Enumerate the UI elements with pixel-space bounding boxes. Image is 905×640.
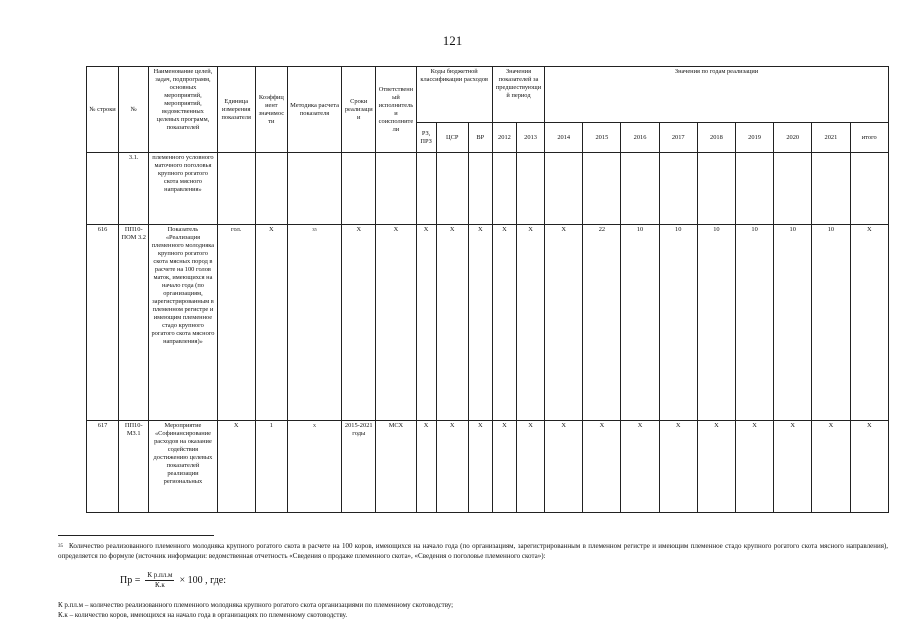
name-cell: Мероприятие «Софинансирование расходов на оказание содействия достижению целевых показателей реализации региональных — [149, 421, 217, 513]
table-body — [87, 153, 889, 513]
unit-cell — [217, 153, 255, 225]
year-value-cell: Х — [735, 421, 773, 513]
year-value-cell: 10 — [659, 225, 697, 421]
formula-numerator: К р.пл.м — [147, 571, 173, 579]
year-value-cell — [621, 153, 659, 225]
footnote-mark: 35 — [58, 544, 63, 549]
header-year: 2017 — [659, 123, 697, 153]
year-value-cell: Х — [545, 421, 583, 513]
unit-cell: Х — [217, 421, 255, 513]
header-year: 2019 — [735, 123, 773, 153]
name-cell: Показатель «Реализация племенного молодняка крупного рогатого скота мясных пород в расчете на 100 голов маток, имеющихся на начало года (по организациям, зарегистрированным в племенном регистре и имеющим племенное стадо крупного рогатого скота мясного направления)» — [149, 225, 217, 421]
year-value-cell — [659, 153, 697, 225]
year-value-cell: Х — [621, 421, 659, 513]
year-value-cell: 10 — [735, 225, 773, 421]
year-value-cell — [735, 153, 773, 225]
header-name: Наименование целей, задач, подпрограмм, основных мероприятий, мероприятий, ведомственных целевых программ, показателей — [149, 67, 217, 153]
prior-value-cell: Х — [517, 421, 545, 513]
year-value-cell: Х — [812, 421, 850, 513]
header-total: итого — [850, 123, 889, 153]
year-value-cell — [812, 153, 850, 225]
prior-value-cell — [492, 153, 516, 225]
header-year: 2020 — [774, 123, 812, 153]
year-value-cell: Х — [774, 421, 812, 513]
budget-code-cell: Х — [436, 225, 468, 421]
year-value-cell — [850, 153, 889, 225]
header-unit: Единица измерения показателя — [217, 67, 255, 153]
year-value-cell: 10 — [697, 225, 735, 421]
formula-fraction — [145, 571, 174, 590]
budget-code-cell — [436, 153, 468, 225]
row-no-cell: 617 — [87, 421, 119, 513]
header-budget-vr: ВР — [468, 123, 492, 153]
terms-cell: Х — [342, 225, 376, 421]
formula-denominator: К.к — [155, 581, 165, 589]
row-no-cell — [87, 153, 119, 225]
year-value-cell: Х — [659, 421, 697, 513]
year-value-cell: 10 — [812, 225, 850, 421]
year-value-cell: 22 — [583, 225, 621, 421]
header-prior-period: Значения показателей за предшествующий период — [492, 67, 544, 123]
formula-rest: × 100 , где: — [179, 575, 227, 586]
footnote-text: Количество реализованного племенного молодняка крупного рогатого скота в расчете на 100 коров, имеющихся на начало года (по организациям, зарегистрированным в племенном регистре и имеющим племенное стадо крупного рогатого скота мясного направления), определяется по формуле (источник информации: ведомственная отчетность «Сведения о продаже племенного скота», «Сведения о поголовье племенного скота»): — [58, 542, 888, 560]
footnote — [58, 542, 888, 561]
header-responsible: Ответственный исполнитель и соисполнители — [376, 67, 416, 153]
header-prior-year: 2012 — [492, 123, 516, 153]
year-value-cell: Х — [583, 421, 621, 513]
responsible-cell — [376, 153, 416, 225]
header-prior-year: 2013 — [517, 123, 545, 153]
header-budget-rz: РЗ, ПРЗ — [416, 123, 436, 153]
year-value-cell — [545, 153, 583, 225]
header-method: Методика расчета показателя — [287, 67, 341, 153]
coef-cell — [255, 153, 287, 225]
prior-value-cell: Х — [492, 421, 516, 513]
prior-value-cell: Х — [517, 225, 545, 421]
formula — [120, 571, 226, 590]
year-value-cell — [697, 153, 735, 225]
budget-code-cell — [416, 153, 436, 225]
table-row — [87, 225, 889, 421]
method-cell: 35 — [287, 225, 341, 421]
row-no-cell: 616 — [87, 225, 119, 421]
header-terms: Сроки реализации — [342, 67, 376, 153]
budget-code-cell — [468, 153, 492, 225]
terms-cell — [342, 153, 376, 225]
year-value-cell: Х — [850, 225, 889, 421]
header-year: 2021 — [812, 123, 850, 153]
header-budget-csr: ЦСР — [436, 123, 468, 153]
year-value-cell — [583, 153, 621, 225]
code-cell: 3.1. — [119, 153, 149, 225]
coef-cell: 1 — [255, 421, 287, 513]
budget-code-cell: Х — [468, 225, 492, 421]
footnote-rule — [58, 535, 214, 536]
responsible-cell: МСХ — [376, 421, 416, 513]
header-year: 2014 — [545, 123, 583, 153]
year-value-cell: Х — [850, 421, 889, 513]
budget-code-cell: Х — [468, 421, 492, 513]
definition-denominator: К.к – количество коров, имеющихся на начало года в организациях по племенному скотоводству. — [58, 611, 348, 619]
header-years-title: Значения по годам реализации — [545, 67, 889, 123]
header-code-no: № — [119, 67, 149, 153]
code-cell: ПП10-ПОМ 3.2 — [119, 225, 149, 421]
indicators-table — [86, 66, 889, 513]
header-year: 2016 — [621, 123, 659, 153]
year-value-cell: Х — [697, 421, 735, 513]
responsible-cell: Х — [376, 225, 416, 421]
unit-cell: гол. — [217, 225, 255, 421]
table-row — [87, 421, 889, 513]
coef-cell: Х — [255, 225, 287, 421]
year-value-cell — [774, 153, 812, 225]
prior-value-cell — [517, 153, 545, 225]
formula-lhs: Пр = — [120, 575, 141, 586]
header-budget-codes: Коды бюджетной классификации расходов — [416, 67, 492, 123]
year-value-cell: 10 — [774, 225, 812, 421]
budget-code-cell: Х — [436, 421, 468, 513]
header-year: 2018 — [697, 123, 735, 153]
year-value-cell: Х — [545, 225, 583, 421]
page-number: 121 — [442, 33, 463, 48]
code-cell: ПП10-МЗ.1 — [119, 421, 149, 513]
header-year: 2015 — [583, 123, 621, 153]
name-cell: племенного условного маточного поголовья крупного рогатого скота мясного направления» — [149, 153, 217, 225]
formula-definitions — [58, 600, 453, 620]
definition-numerator: К р.пл.м – количество реализованного племенного молодняка крупного рогатого скота организациями по племенному скотоводству; — [58, 601, 454, 609]
header-coef: Коэффициент значимости — [255, 67, 287, 153]
terms-cell: 2015-2021 годы — [342, 421, 376, 513]
year-value-cell: 10 — [621, 225, 659, 421]
header-row-no: № строки — [87, 67, 119, 153]
method-cell: Х — [287, 421, 341, 513]
budget-code-cell: Х — [416, 225, 436, 421]
budget-code-cell: Х — [416, 421, 436, 513]
table-row — [87, 153, 889, 225]
prior-value-cell: Х — [492, 225, 516, 421]
method-cell — [287, 153, 341, 225]
